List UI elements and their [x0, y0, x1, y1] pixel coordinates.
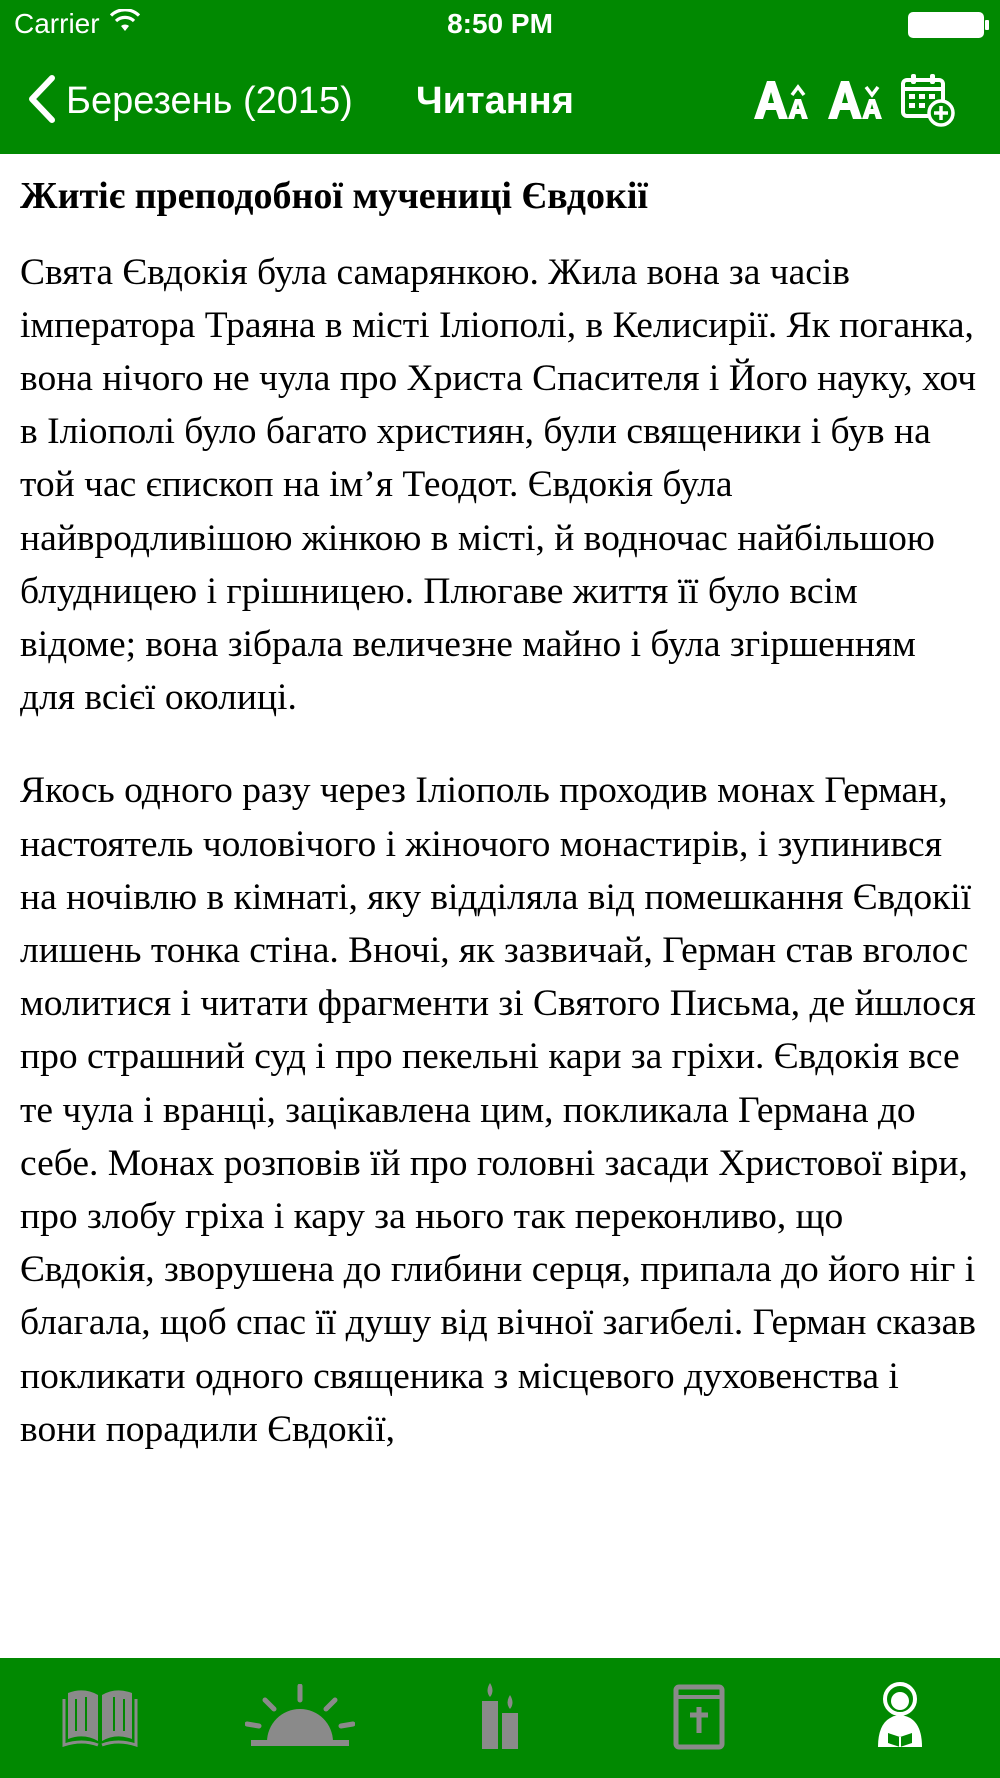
- battery-icon: [908, 12, 990, 38]
- tab-book[interactable]: [40, 1668, 160, 1768]
- page-title: Читання: [416, 80, 574, 122]
- tab-candles[interactable]: [440, 1668, 560, 1768]
- navigation-bar: [0, 60, 1000, 148]
- top-bar: [0, 0, 1000, 154]
- tab-sunrise[interactable]: [240, 1668, 360, 1768]
- candles-icon: [476, 1681, 524, 1756]
- saint-icon: [872, 1681, 928, 1756]
- article-paragraph: Якось одного разу через Іліополь проходив монах Герман, настоятель чоловічого і жіночого монастирів, і зупинився на ночівлю в кімнаті, яку відділяла від помешкання Євдокії лишень тонка стіна. Вночі, як зазвичай, Герман став вголос молитися і читати фрагменти зі Святого Письма, де йшлося про страшний суд і про пекельні кари за гріхи. Євдокія все те чула і вранці, зацікавлена цим, покликала Германа до себе. Монах розповів їй про головні засади Христової віри, про злобу гріха і кару за нього так переконливо, що Євдокія, зворушена до глибини серця, припала до його ніг і благала, щоб спас її душу від вічної загибелі. Герман сказав покликати одного священика з місцевого духовенства і вони порадили Євдокії,: [20, 770, 976, 1450]
- book-icon: [62, 1685, 138, 1752]
- font-increase-button[interactable]: [752, 74, 808, 130]
- article: [20, 174, 980, 1496]
- sunrise-icon: [245, 1684, 355, 1753]
- carrier-label: Carrier: [14, 8, 100, 39]
- tab-bar: [0, 1658, 1000, 1778]
- tab-bible[interactable]: [640, 1668, 760, 1768]
- article-title: Житіє преподобної мучениці Євдокії: [20, 175, 648, 217]
- font-decrease-icon: [826, 75, 882, 130]
- calendar-add-button[interactable]: [900, 74, 956, 130]
- font-decrease-button[interactable]: [826, 74, 882, 130]
- article-paragraph: Свята Євдокія була самарянкою. Жила вона за часів імператора Траяна в місті Іліополі, в Келисирії. Як поганка, вона нічого не чула про Христа Спасителя і Його науку, хоч в Іліополі було багато християн, були священики і був на той час єпископ на ім’я Теодот. Євдокія була найвродливішою жінкою в місті, й водночас найбільшою блудницею і грішницею. Плюгаве життя її було всім відоме; вона зібрала величезне майно і була згіршенням для всієї околиці.: [20, 251, 977, 719]
- calendar-add-icon: [900, 72, 956, 133]
- chevron-left-icon: [26, 74, 56, 129]
- status-bar: [0, 0, 1000, 48]
- back-button[interactable]: [26, 74, 353, 129]
- bible-icon: [672, 1681, 728, 1756]
- nav-actions: [752, 74, 956, 130]
- font-increase-icon: [752, 75, 808, 130]
- back-button-label: Березень (2015): [66, 80, 353, 122]
- tab-saint[interactable]: [840, 1668, 960, 1768]
- status-time: 8:50 PM: [447, 8, 553, 39]
